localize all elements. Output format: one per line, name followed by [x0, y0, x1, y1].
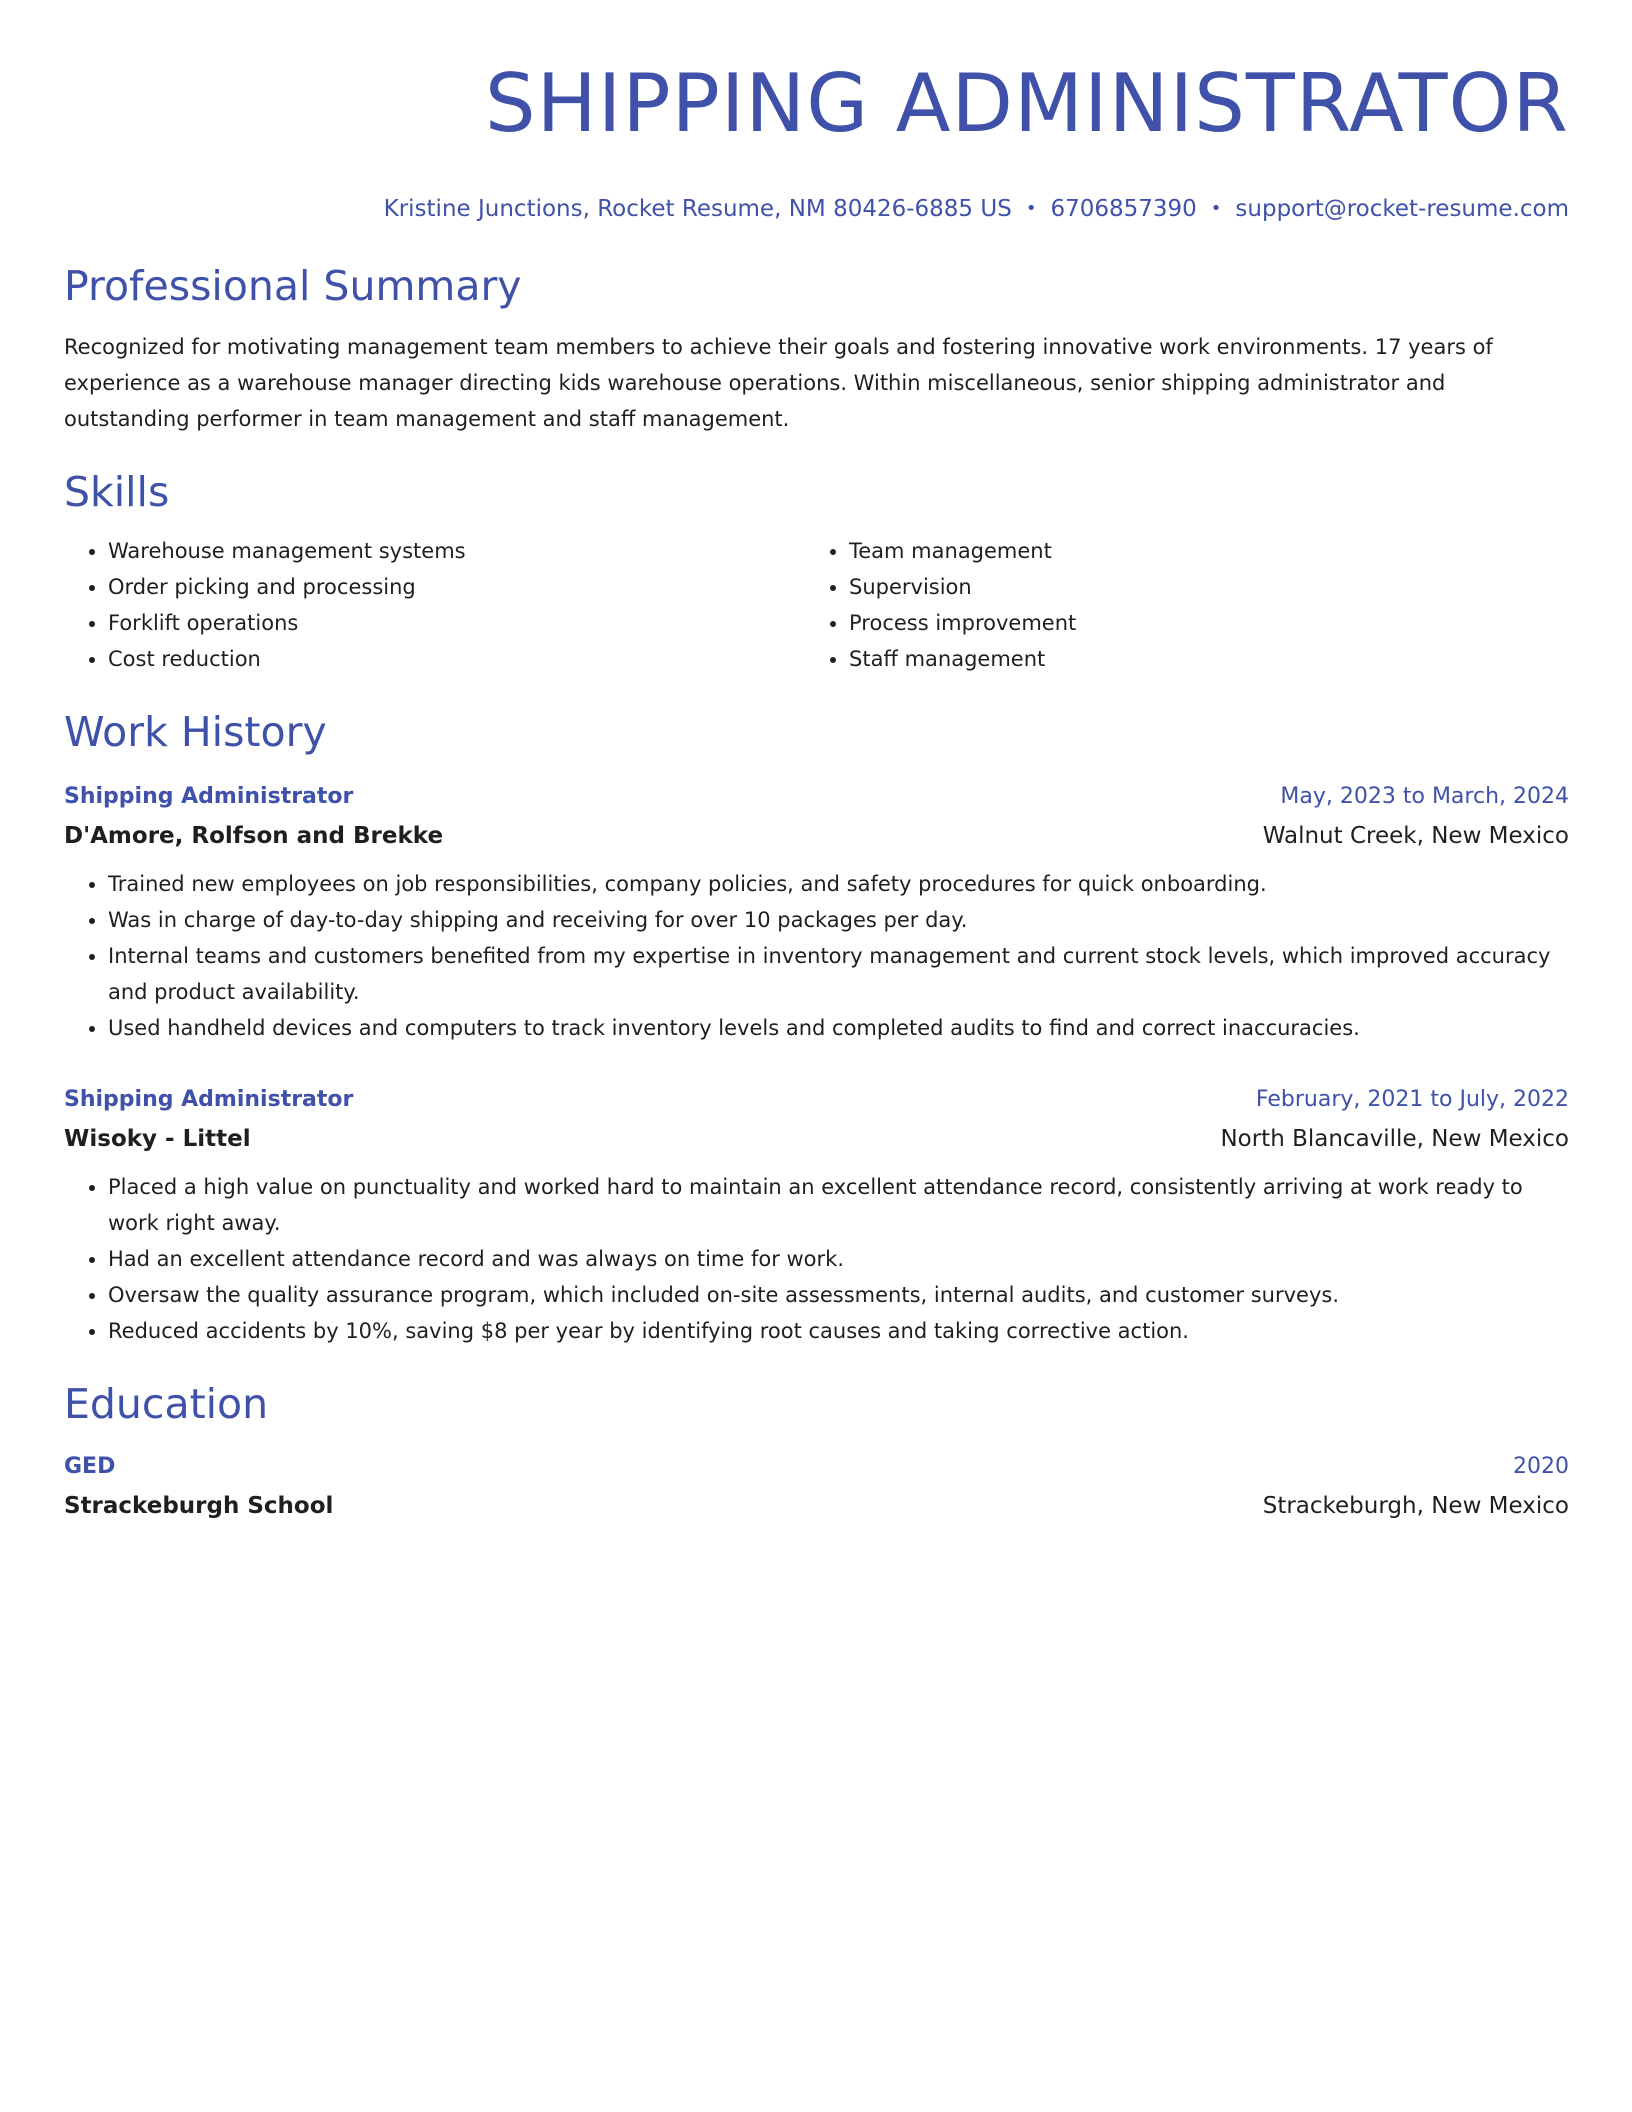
summary-heading: Professional Summary [64, 262, 522, 310]
work-history-heading: Work History [64, 708, 327, 756]
job-bullet: • Was in charge of day-to-day shipping and receiving for over 10 packages per day. [108, 902, 1569, 938]
page-title: SHIPPING ADMINISTRATOR [484, 57, 1569, 150]
job-bullet: • Trained new employees on job responsibilities, company policies, and safety procedures for quick onboarding. [108, 866, 1569, 902]
education-location: Strackeburgh, New Mexico [1262, 1493, 1569, 1519]
resume-header [64, 56, 1569, 224]
job-subheader [64, 818, 1569, 854]
education-header [64, 1449, 1569, 1485]
job-company: D'Amore, Rolfson and Brekke [64, 823, 444, 849]
skill-item: • Order picking and processing [108, 569, 805, 605]
job-location: Walnut Creek, New Mexico [1262, 823, 1569, 849]
contact-address: Kristine Junctions, Rocket Resume, NM 80426-6885 US [383, 196, 1012, 222]
skill-item: • Cost reduction [108, 641, 805, 677]
job-bullets [64, 1169, 1569, 1349]
skill-item: • Process improvement [849, 605, 1076, 641]
job-header [64, 1082, 1569, 1118]
contact-separator: • [1025, 198, 1037, 219]
job-bullet: • Oversaw the quality assurance program, which included on-site assessments, internal audits, and customer surveys. [108, 1277, 1569, 1313]
job-company: Wisoky - Littel [64, 1126, 251, 1152]
skill-item: • Supervision [849, 569, 1076, 605]
skill-item: • Forklift operations [108, 605, 805, 641]
job-role: Shipping Administrator [64, 784, 354, 809]
job-dates: May, 2023 to March, 2024 [1280, 784, 1569, 809]
education-school: Strackeburgh School [64, 1493, 334, 1519]
job-bullet: • Internal teams and customers benefited from my expertise in inventory management and current stock levels, which improved accuracy and product availability. [108, 938, 1569, 1010]
skills-column-left [64, 533, 805, 677]
skill-item: • Team management [849, 533, 1076, 569]
job-role: Shipping Administrator [64, 1087, 354, 1112]
contact-line [64, 194, 1569, 224]
education-year: 2020 [1513, 1454, 1569, 1479]
education-heading: Education [64, 1380, 269, 1428]
job-location: North Blancaville, New Mexico [1220, 1126, 1569, 1152]
skills-column-right [805, 533, 1076, 677]
job-dates: February, 2021 to July, 2022 [1255, 1087, 1569, 1112]
contact-phone: 6706857390 [1050, 196, 1197, 222]
job-bullet: • Used handheld devices and computers to track inventory levels and completed audits to find and correct inaccuracies. [108, 1010, 1569, 1046]
job-bullet: • Placed a high value on punctuality and worked hard to maintain an excellent attendance record, consistently arriving at work ready to work right away. [108, 1169, 1569, 1241]
job-entry [64, 1082, 1569, 1349]
contact-email[interactable]: support@rocket-resume.com [1235, 196, 1569, 222]
job-subheader [64, 1121, 1569, 1157]
job-bullet: • Reduced accidents by 10%, saving $8 per year by identifying root causes and taking corrective action. [108, 1313, 1569, 1349]
contact-separator: • [1210, 198, 1222, 219]
skills-heading: Skills [64, 468, 170, 516]
job-bullet: • Had an excellent attendance record and was always on time for work. [108, 1241, 1569, 1277]
job-entry [64, 779, 1569, 1046]
summary-text: Recognized for motivating management team members to achieve their goals and fostering innovative work environments. 17 years of experience as a warehouse manager directing kids warehouse operations. Within miscellaneous, senior shipping administrator and outstanding performer in team management and staff management. [64, 335, 1493, 431]
job-bullets [64, 866, 1569, 1046]
education-degree: GED [64, 1454, 116, 1479]
skill-item: • Staff management [849, 641, 1076, 677]
skill-item: • Warehouse management systems [108, 533, 805, 569]
education-subheader [64, 1488, 1569, 1524]
skills-list [64, 533, 1569, 677]
job-header [64, 779, 1569, 815]
education-entry [64, 1449, 1569, 1524]
